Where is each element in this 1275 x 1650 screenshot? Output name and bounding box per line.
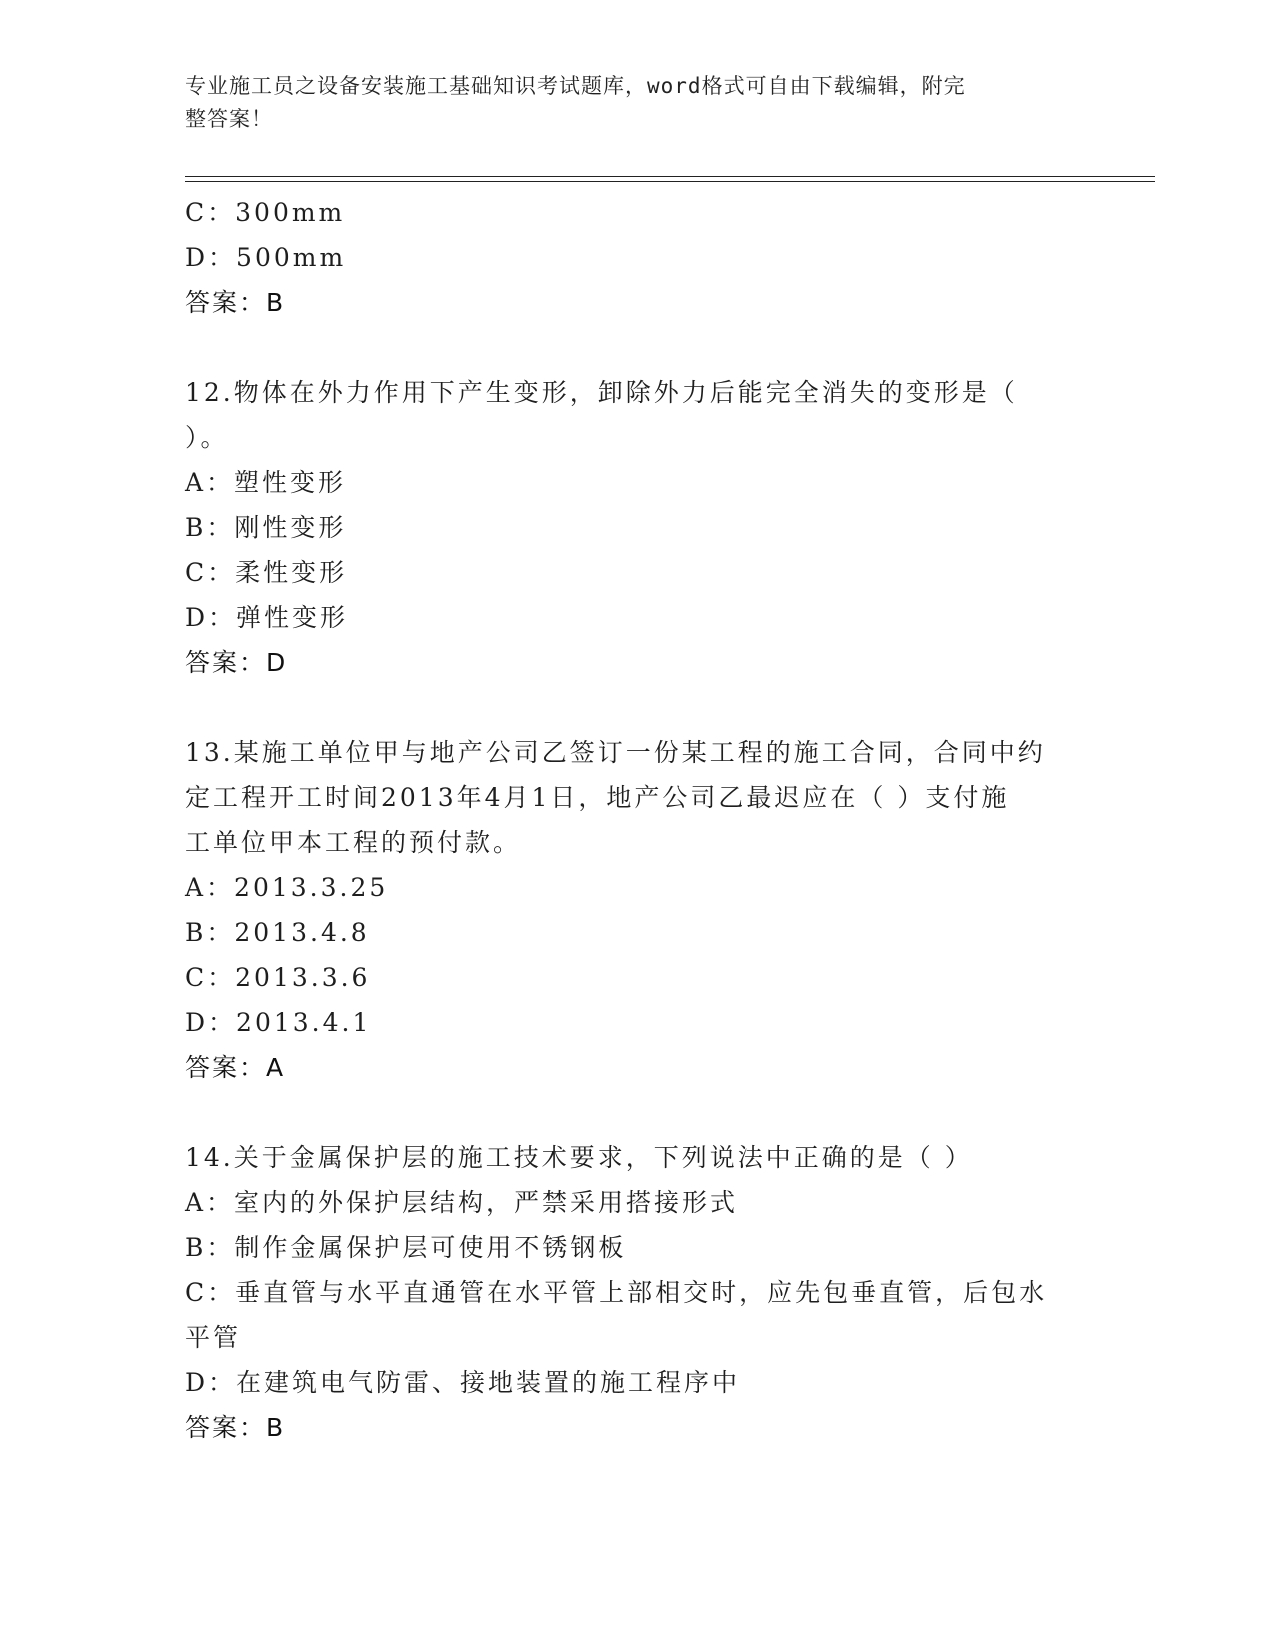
question-text-line: 13.某施工单位甲与地产公司乙签订一份某工程的施工合同，合同中约	[185, 738, 1046, 767]
header-rule-bottom	[185, 181, 1155, 182]
option-d: D：弹性变形	[185, 603, 349, 632]
header-title-line1: 专业施工员之设备安装施工基础知识考试题库，word格式可自由下载编辑，附完	[185, 74, 966, 98]
header-title-line2: 整答案！	[185, 107, 273, 131]
option-a: A：塑性变形	[185, 468, 347, 497]
document-header	[185, 70, 1085, 136]
option-c: C：柔性变形	[185, 558, 348, 587]
question-list	[185, 190, 1085, 1450]
option-a: A：2013.3.25	[185, 873, 389, 902]
question-block-11	[185, 190, 1085, 325]
answer-line: 答案：A	[185, 1053, 286, 1082]
answer-line: 答案：B	[185, 288, 286, 317]
option-b: B：2013.4.8	[185, 918, 370, 947]
option-d: D：在建筑电气防雷、接地装置的施工程序中	[185, 1368, 741, 1397]
option-a: A：室内的外保护层结构，严禁采用搭接形式	[185, 1188, 739, 1217]
question-block-13	[185, 730, 1085, 1090]
question-text-line: 12.物体在外力作用下产生变形，卸除外力后能完全消失的变形是（	[185, 378, 1018, 407]
header-rule-top	[185, 176, 1155, 177]
question-text-line: 定工程开工时间2013年4月1日，地产公司乙最迟应在（ ）支付施	[185, 783, 1010, 812]
option-d: D：500mm	[185, 243, 347, 272]
question-text-line: ）。	[185, 423, 229, 452]
question-block-14	[185, 1135, 1085, 1450]
option-d: D：2013.4.1	[185, 1008, 372, 1037]
option-c: C：300mm	[185, 198, 346, 227]
option-c: C：2013.3.6	[185, 963, 371, 992]
option-b: B：刚性变形	[185, 513, 347, 542]
option-c-continued: 平管	[185, 1323, 242, 1352]
question-block-12	[185, 370, 1085, 685]
question-text-line: 14.关于金属保护层的施工技术要求，下列说法中正确的是（ ）	[185, 1143, 973, 1172]
answer-line: 答案：D	[185, 648, 288, 677]
option-c: C：垂直管与水平直通管在水平管上部相交时，应先包垂直管，后包水	[185, 1278, 1048, 1307]
option-b: B：制作金属保护层可使用不锈钢板	[185, 1233, 627, 1262]
answer-line: 答案：B	[185, 1413, 286, 1442]
question-text-line: 工单位甲本工程的预付款。	[185, 828, 522, 857]
